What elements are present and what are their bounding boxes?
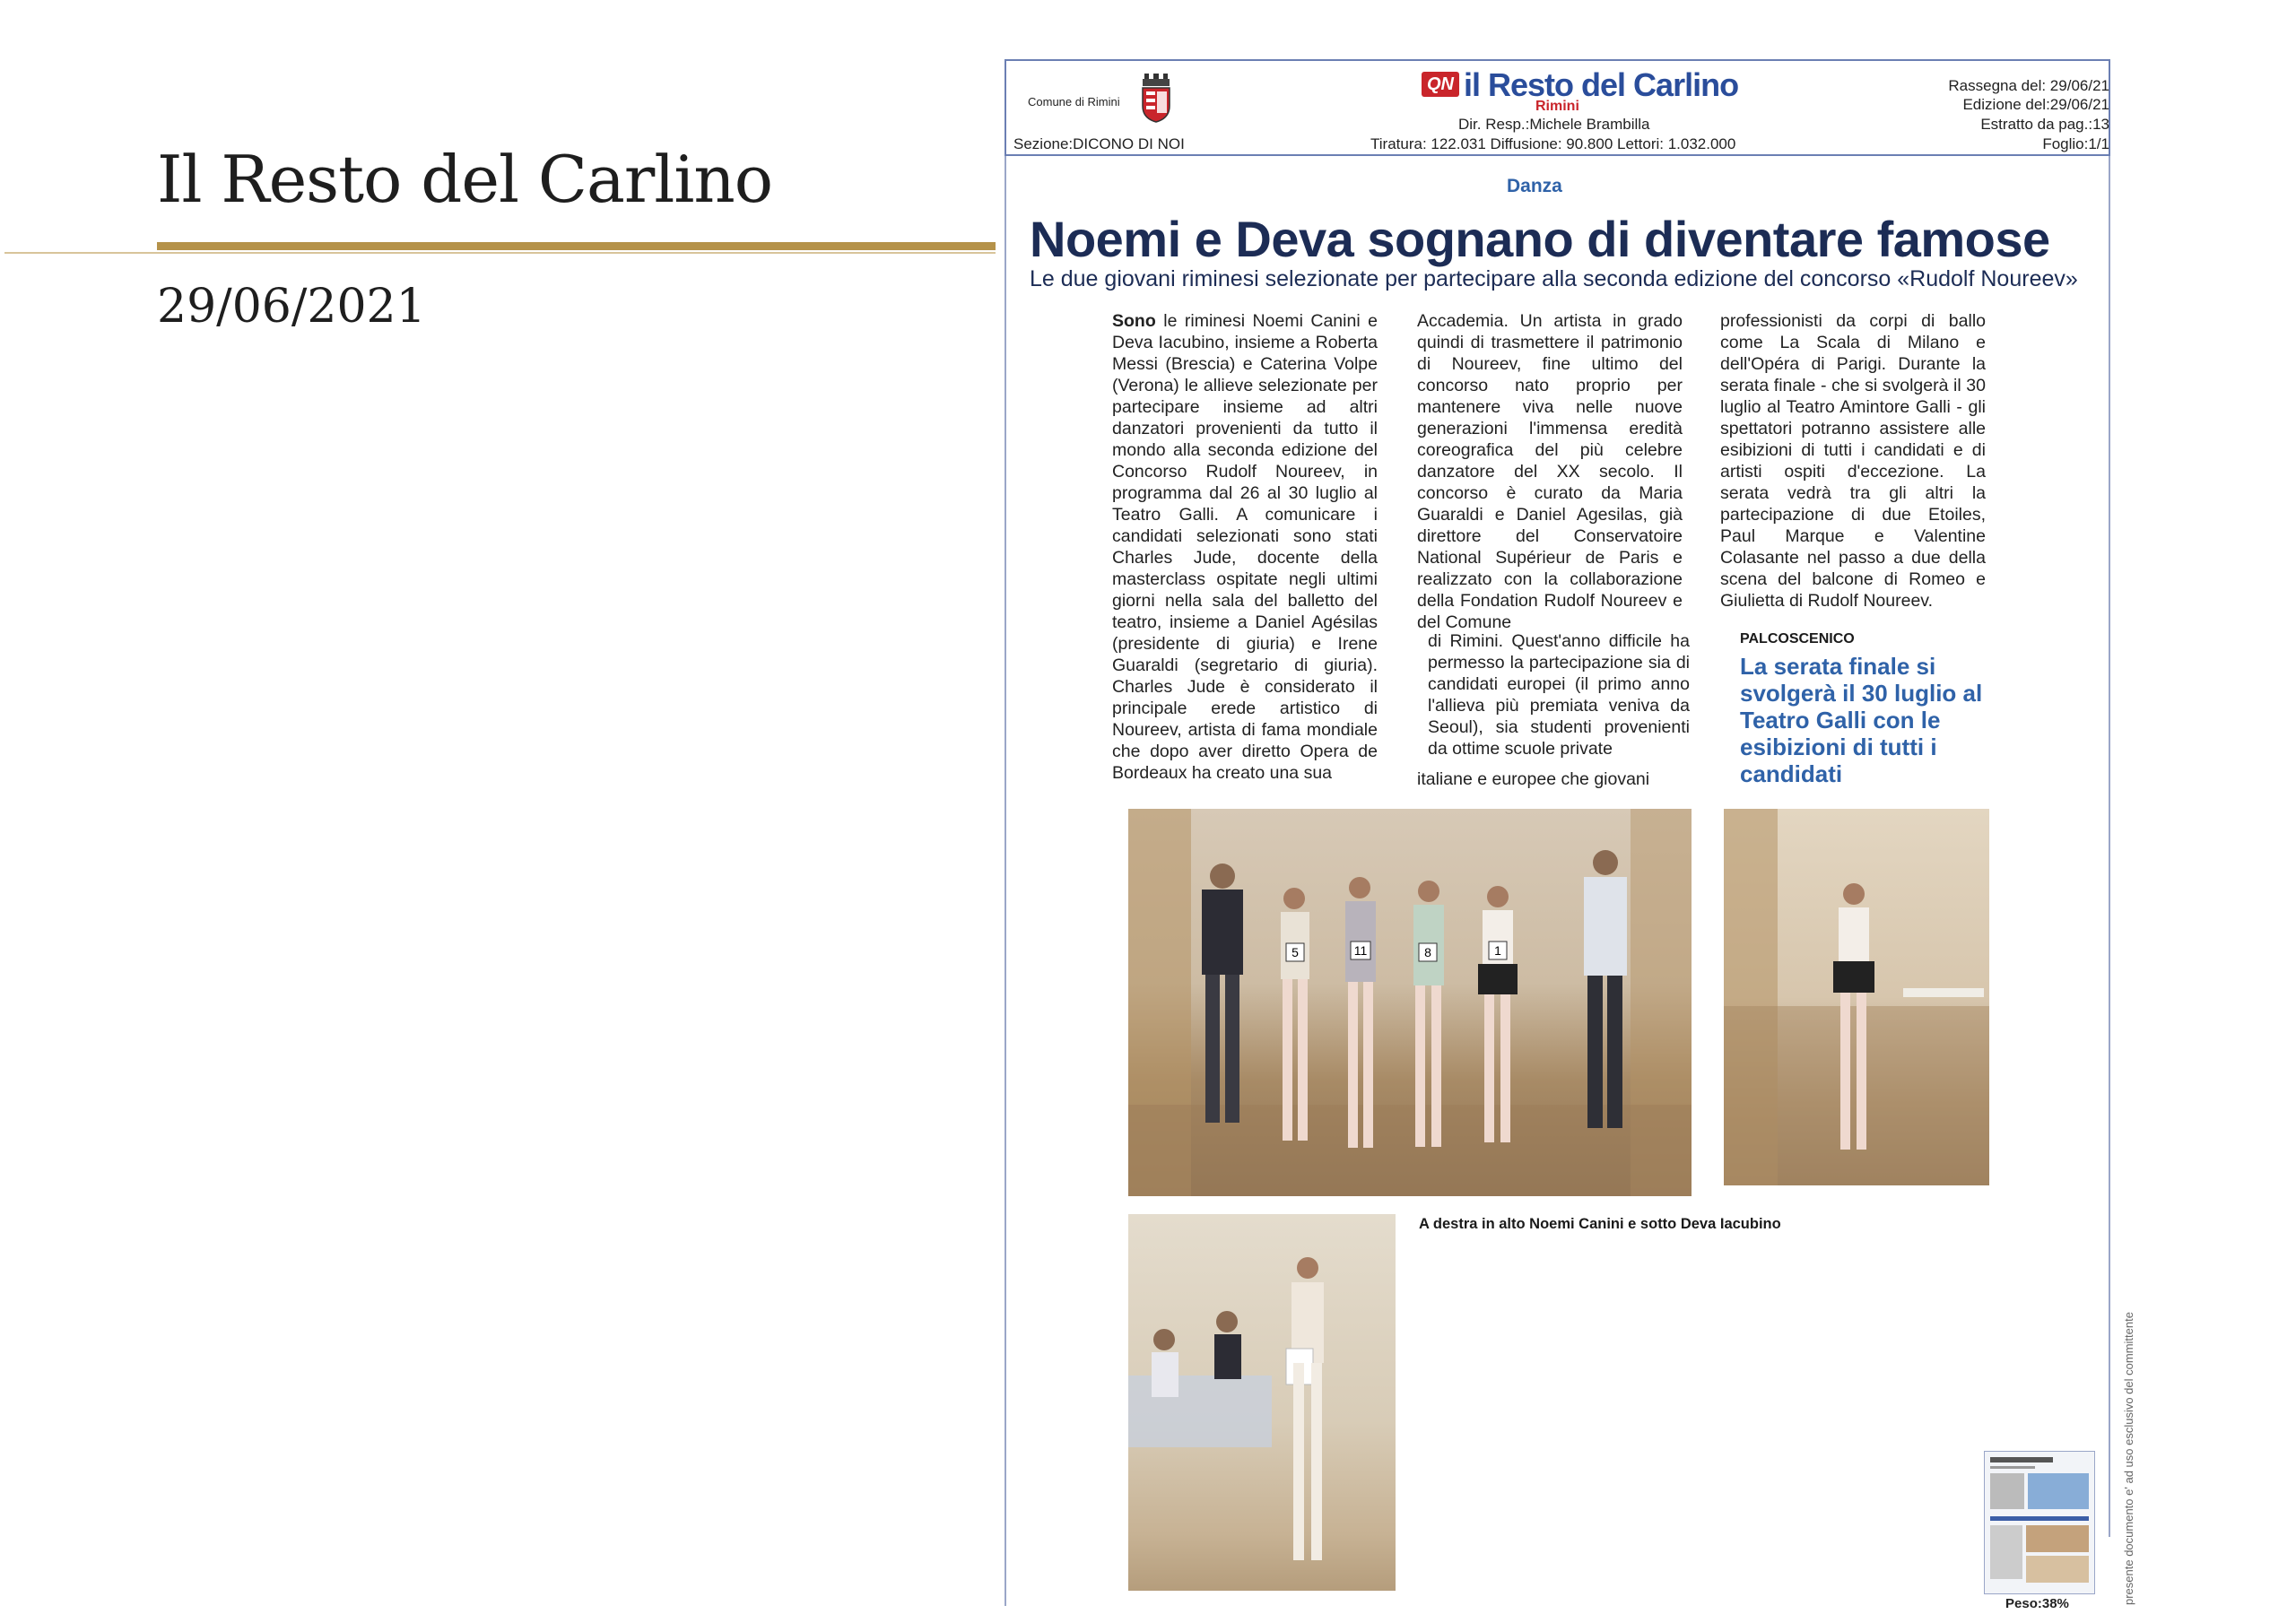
article-section-label: Danza bbox=[1507, 176, 1562, 196]
article-headline: Noemi e Deva sognano di diventare famose bbox=[1030, 211, 2050, 267]
bib-number: 11 bbox=[1353, 943, 1368, 958]
noemi-canini-photo bbox=[1724, 809, 1989, 1185]
column-1-text: le riminesi Noemi Canini e Deva Iacubino, insieme a Roberta Messi (Brescia) e Caterina Volpe (Verona) le allieve selezionate per partecipare insieme ad altri danzatori provenienti da tutto il mondo alla seconda edizione del Concorso Rudolf Noureev, in programma dal 26 al 30 luglio al Teatro Galli. A comunicare i candidati selezionati sono stati Charles Jude, docente della masterclass ospitate negli ultimi giorni nella sala del balletto del teatro, insieme a Daniel Agésilas (presidente di giuria) e Irene Guaraldi (segretario di giuria). Charles Jude è considerato il principale erede artistico di Noureev, artista di fama mondiale che dopo aver diretto Opera de Bordeaux ha creato una sua bbox=[1112, 311, 1378, 783]
callout-quote: La serata finale si svolgerà il 30 luglio al Teatro Galli con le esibizioni di tutti i candidati bbox=[1740, 653, 1983, 787]
callout-kicker: PALCOSCENICO bbox=[1740, 631, 1855, 647]
bib-number: 1 bbox=[1494, 943, 1501, 958]
rassegna-date: Rassegna del: 29/06/21 bbox=[1948, 77, 2109, 94]
section-line: Sezione:DICONO DI NOI bbox=[1013, 135, 1185, 152]
rimini-crest-icon bbox=[1139, 72, 1173, 124]
deva-iacubino-photo bbox=[1128, 1214, 1396, 1591]
lead-word: Sono bbox=[1112, 311, 1156, 331]
edizione-date: Edizione del:29/06/21 bbox=[1962, 96, 2109, 113]
bottom-photo-figure bbox=[1128, 1214, 1396, 1591]
clipping-right-edge bbox=[2109, 156, 2110, 1537]
client-label: Comune di Rimini bbox=[1028, 95, 1120, 108]
bib-number: 5 bbox=[1292, 945, 1299, 959]
group-photo bbox=[1128, 809, 1692, 1196]
thin-divider bbox=[4, 252, 996, 254]
publication-title: Il Resto del Carlino bbox=[157, 142, 773, 217]
thumbnail-preview bbox=[1985, 1452, 2094, 1593]
qn-logo-badge: QN bbox=[1422, 72, 1459, 97]
article-column-2-bottom: italiane e europee che giovani bbox=[1417, 769, 1650, 789]
weight-indicator: Peso:38% bbox=[2005, 1596, 2069, 1611]
circulation-line: Tiratura: 122.031 Diffusione: 90.800 Lettori: 1.032.000 bbox=[1370, 135, 1736, 152]
newspaper-edition: Rimini bbox=[1535, 99, 1579, 114]
clipping-left-edge bbox=[1004, 156, 1006, 1606]
right-photo-figure bbox=[1724, 809, 1989, 1185]
group-photo-figures bbox=[1128, 809, 1692, 1196]
publication-date: 29/06/2021 bbox=[157, 280, 426, 334]
foglio-count: Foglio:1/1 bbox=[2042, 135, 2109, 152]
newspaper-logo: il Resto del Carlino bbox=[1464, 66, 1739, 103]
bib-number: 8 bbox=[1424, 945, 1431, 959]
photo-caption: A destra in alto Noemi Canini e sotto Deva Iacubino bbox=[1419, 1216, 1781, 1232]
estratto-page: Estratto da pag.:13 bbox=[1980, 116, 2109, 133]
director-line: Dir. Resp.:Michele Brambilla bbox=[1458, 116, 1650, 133]
article-column-3: professionisti da corpi di ballo come La Scala di Milano e dell'Opéra di Parigi. Durante la serata finale - che si svolgerà il 30 luglio al Teatro Amintore Galli - gli spettatori potranno assistere alle esibizioni di tutti i candidati e di artisti ospiti d'eccezione. La serata vedrà tra gli altri la partecipazione di due Etoiles, Paul Marque e Valentine Colasante nel passo a due della scena del balcone di Romeo e Giulietta di Rudolf Noureev. bbox=[1720, 311, 1986, 611]
article-subheadline: Le due giovani riminesi selezionate per partecipare alla seconda edizione del concorso «Rudolf Noureev» bbox=[1030, 266, 2078, 291]
article-column-2-middle: di Rimini. Quest'anno difficile ha permesso la partecipazione sia di candidati europei (il primo anno l'allieva più premiata veniva da Seoul), sia studenti provenienti da ottime scuole private bbox=[1428, 631, 1690, 759]
gold-divider bbox=[157, 242, 996, 250]
page-thumbnail bbox=[1984, 1451, 2095, 1594]
article-column-1 bbox=[1112, 310, 1378, 784]
usage-disclaimer: presente documento e' ad uso esclusivo del committente bbox=[2122, 1312, 2135, 1605]
article-column-2-top: Accademia. Un artista in grado quindi di trasmettere il patrimonio di Noureev, fine ultimo del concorso nato proprio per mantenere viva nelle nuove generazioni l'immensa eredità coreografica del più celebre danzatore del XX secolo. Il concorso è curato da Maria Guaraldi e Daniel Agesilas, già direttore del Conservatoire National Supérieur de Paris e realizzato con la collaborazione della Fondation Rudolf Noureev e del Comune bbox=[1417, 311, 1683, 632]
